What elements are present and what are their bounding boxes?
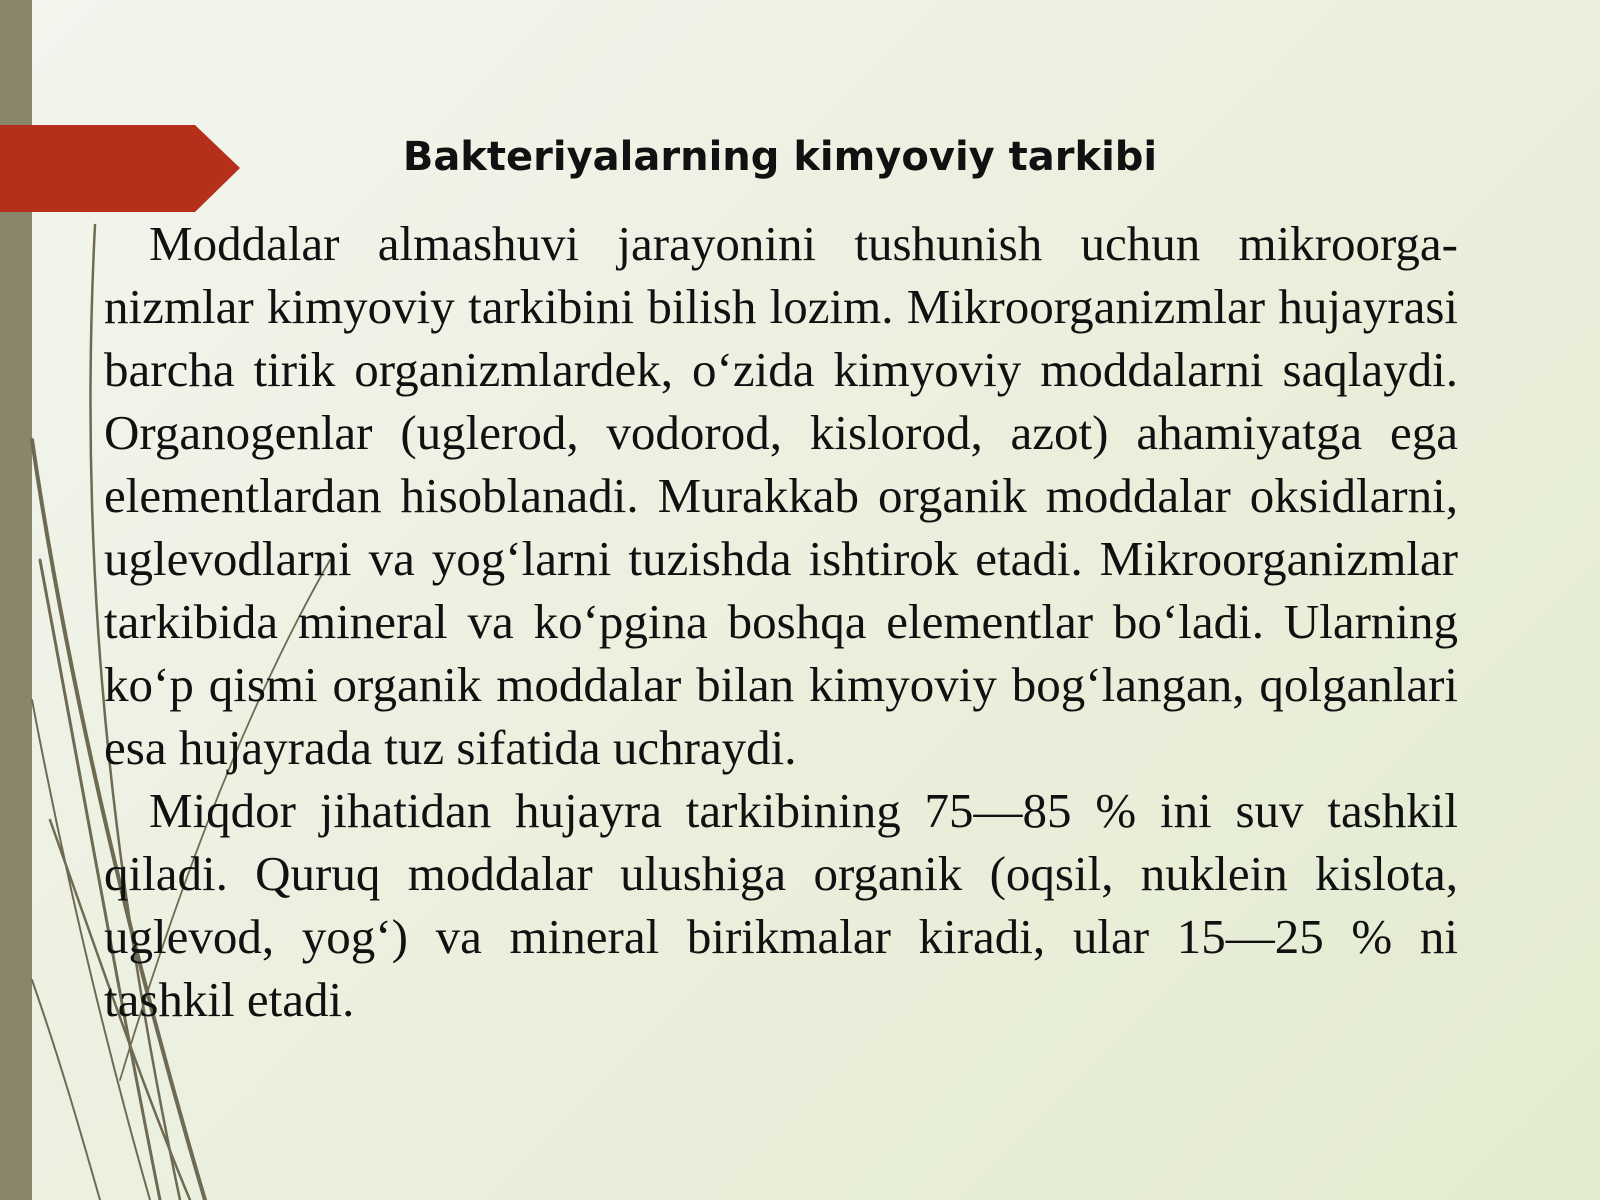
slide-body	[104, 212, 1458, 1031]
body-paragraph-2: Miqdor jihatidan hujayra tarkibining 75—85 % ini suv tashkil qiladi. Quruq moddalar ulushiga organik (oqsil, nuklein kislota, uglevod, yog‘) va mineral birikmalar kiradi, ular 15—25 % ni tashkil etadi.	[104, 783, 1458, 1027]
slide-title: Bakteriyalarning kimyoviy tarkibi	[402, 134, 1158, 180]
body-paragraph-1: Moddalar almashuvi jarayonini tushunish uchun mikroorga-nizmlar kimyoviy tarkibini bilish lozim. Mikroorganizmlar hujayrasi barcha tirik organizmlardek, o‘zida kimyoviy moddalarni saqlaydi. Organogenlar (uglerod, vodorod, kislorod, azot) ahamiyatga ega elementlardan hisoblanadi. Murakkab organik moddalar oksidlarni, uglevodlarni va yog‘larni tuzishda ishtirok etadi. Mikroorganizmlar tarkibida mineral va ko‘pgina boshqa elementlar bo‘ladi. Ularning ko‘p qismi organik moddalar bilan kimyoviy bog‘langan, qolganlari esa hujayrada tuz sifatida uchraydi.	[104, 216, 1458, 775]
